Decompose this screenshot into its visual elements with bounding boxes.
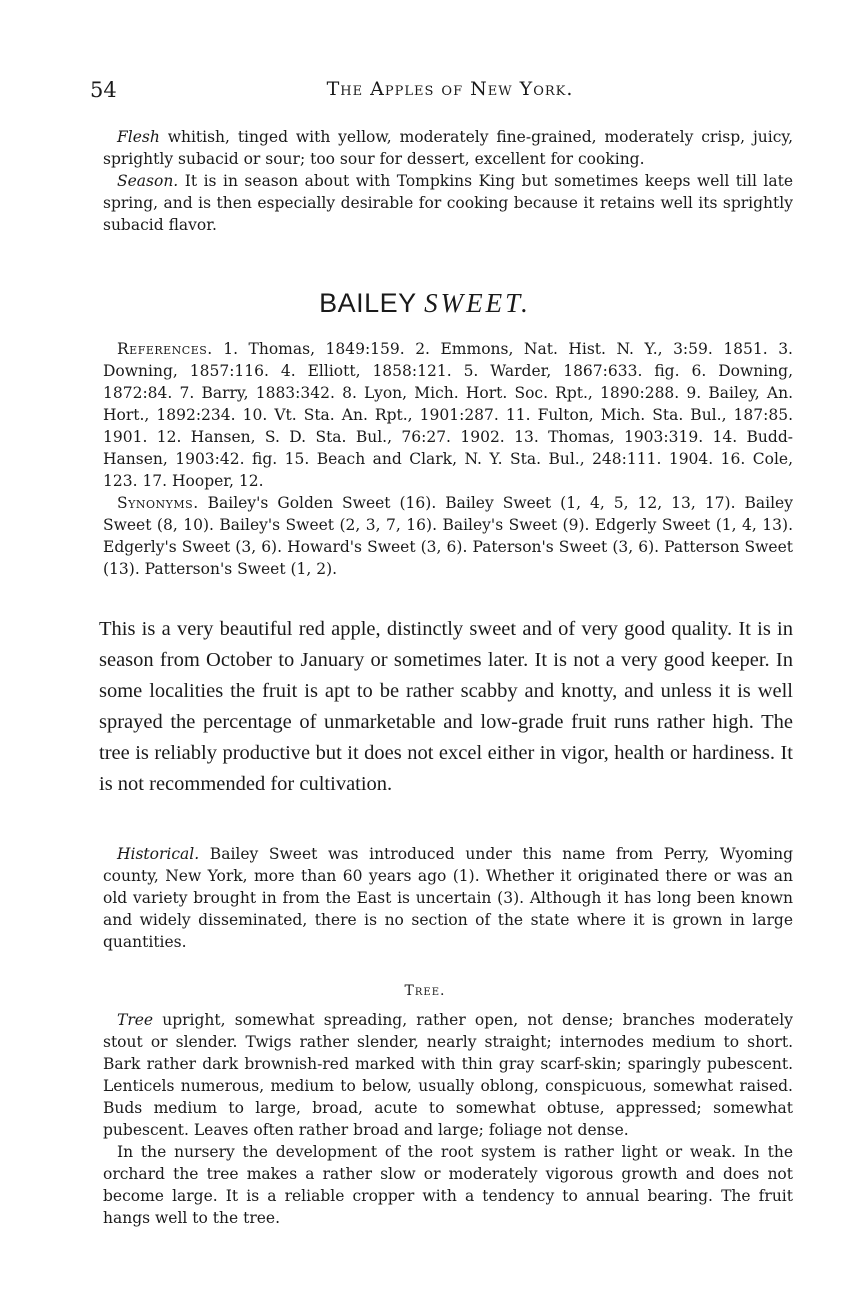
season-paragraph xyxy=(103,170,793,236)
fruit-description xyxy=(103,126,793,236)
historical-label: Historical. xyxy=(117,845,200,863)
season-label: Season. xyxy=(117,172,179,190)
historical-block xyxy=(103,843,793,953)
references-paragraph xyxy=(103,338,793,492)
tree-block xyxy=(103,1009,793,1229)
variety-title xyxy=(0,288,850,319)
tree-paragraph xyxy=(103,1009,793,1141)
references-text: 1. Thomas, 1849:159. 2. Emmons, Nat. Hist. N. Y., 3:59. 1851. 3. Downing, 1857:116. 4. Elliott, 1858:121. 5. Warder, 1867:633. fig. 6. Downing, 1872:84. 7. Barry, 1883:342. 8. Lyon, Mich. Hort. Soc. Rpt., 1890:288. 9. Bailey, An. Hort., 1892:234. 10. Vt. Sta. An. Rpt., 1901:287. 11. Fulton, Mich. Sta. Bul., 187:85. 1901. 12. Hansen, S. D. Sta. Bul., 76:27. 1902. 13. Thomas, 1903:319. 14. Budd-Hansen, 1903:42. fig. 15. Beach and Clark, N. Y. Sta. Bul., 248:111. 1904. 16. Cole, 123. 17. Hooper, 12. xyxy=(103,340,793,490)
nursery-paragraph: In the nursery the development of the root system is rather light or weak. In the orchard the tree makes a rather slow or moderately vigorous growth and does not become large. It is a reliable cropper with a tendency to annual bearing. The fruit hangs well to the tree. xyxy=(103,1143,793,1227)
season-text: It is in season about with Tompkins King but sometimes keeps well till late spring, and is then especially desirable for cooking because it retains well its sprightly subacid flavor. xyxy=(103,172,793,234)
flesh-paragraph xyxy=(103,126,793,170)
page-number: 54 xyxy=(90,78,117,102)
references-block xyxy=(103,338,793,580)
historical-text: Bailey Sweet was introduced under this name from Perry, Wyoming county, New York, more than 60 years ago (1). Whether it originated there or was an old variety brought in from the East is uncertain (3). Although it has long been known and widely disseminated, there is no section of the state where it is grown in large quantities. xyxy=(103,845,793,951)
running-title: The Apples of New York. xyxy=(326,78,574,100)
historical-paragraph xyxy=(103,843,793,953)
intro-paragraph: This is a very beautiful red apple, distinctly sweet and of very good quality. It is in season from October to January or sometimes later. It is not a very good keeper. In some localities the fruit is apt to be rather scabby and knotty, and unless it is well sprayed the percentage of unmarketable and low-grade fruit runs rather high. The tree is reliably productive but it does not excel either in vigor, health or hardiness. It is not recommended for cultivation. xyxy=(99,618,793,795)
flesh-label: Flesh xyxy=(117,128,160,146)
references-label: References. xyxy=(117,340,213,358)
page-header xyxy=(90,78,810,108)
tree-text: upright, somewhat spreading, rather open, not dense; branches moderately stout or slender. Twigs rather slender, nearly straight; internodes medium to short. Bark rather dark brownish-red marked with thin gray scarf-skin; sparingly pubescent. Lenticels numerous, medium to below, usually oblong, conspicuous, somewhat raised. Buds medium to large, broad, acute to somewhat obtuse, appressed; somewhat pubescent. Leaves often rather broad and large; foliage not dense. xyxy=(103,1011,793,1139)
tree-label: Tree xyxy=(117,1011,154,1029)
synonyms-paragraph xyxy=(103,492,793,580)
synonyms-text: Bailey's Golden Sweet (16). Bailey Sweet (1, 4, 5, 12, 13, 17). Bailey Sweet (8, 10). Bailey's Sweet (2, 3, 7, 16). Bailey's Sweet (9). Edgerly Sweet (1, 4, 13). Edgerly's Sweet (3, 6). Howard's Sweet (3, 6). Paterson's Sweet (3, 6). Patterson Sweet (13). Patterson's Sweet (1, 2). xyxy=(103,494,793,578)
synonyms-label: Synonyms. xyxy=(117,494,199,512)
title-part1: BAILEY xyxy=(319,288,417,318)
flesh-text: whitish, tinged with yellow, moderately fine-grained, moderately crisp, juicy, sprightly subacid or sour; too sour for dessert, excellent for cooking. xyxy=(103,128,793,168)
tree-section-heading: Tree. xyxy=(404,983,446,999)
title-part2: SWEET. xyxy=(424,288,531,318)
